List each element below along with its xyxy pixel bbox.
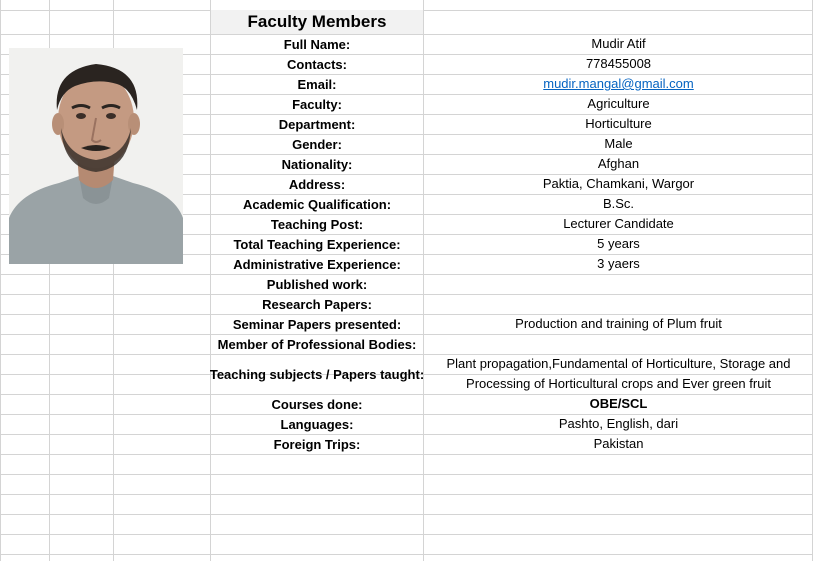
field-label[interactable]: Research Papers: (262, 296, 372, 312)
field-label[interactable]: Contacts: (287, 56, 347, 72)
field-value[interactable]: 5 years (597, 236, 640, 251)
field-value[interactable]: Production and training of Plum fruit (515, 316, 722, 331)
field-value[interactable]: Plant propagation,Fundamental of Horticulture, Storage and Processing of Horticultural crops and Ever green fruit (446, 356, 791, 391)
sheet-title: Faculty Members (247, 12, 387, 31)
field-label[interactable]: Languages: (280, 416, 354, 432)
table-row (211, 314, 813, 334)
field-value[interactable]: Horticulture (585, 116, 652, 131)
table-row (211, 434, 813, 454)
field-label[interactable]: Administrative Experience: (233, 256, 401, 272)
field-value[interactable]: Afghan (597, 156, 640, 171)
field-label[interactable]: Teaching Post: (270, 216, 364, 232)
table-row (211, 134, 813, 154)
table-row (211, 354, 813, 394)
field-value[interactable]: B.Sc. (602, 196, 635, 211)
sheet-title-cell[interactable] (211, 10, 423, 35)
gridline-horizontal (0, 474, 813, 475)
field-value[interactable] (424, 74, 813, 94)
table-row (211, 394, 813, 414)
field-value[interactable]: 778455008 (585, 56, 652, 71)
gridline-horizontal (0, 454, 813, 455)
table-row (211, 54, 813, 74)
field-label[interactable]: Gender: (292, 136, 342, 152)
gridline-horizontal (0, 554, 813, 555)
field-label[interactable]: Total Teaching Experience: (233, 236, 401, 252)
portrait-image (9, 48, 183, 264)
field-value[interactable]: Pakistan (593, 436, 644, 451)
field-value[interactable]: Lecturer Candidate (563, 216, 674, 231)
field-label[interactable]: Email: (297, 76, 337, 92)
table-row (211, 414, 813, 434)
table-row (211, 94, 813, 114)
field-label[interactable]: Nationality: (281, 156, 353, 172)
table-row (211, 74, 813, 94)
person-portrait-icon[interactable] (9, 48, 183, 264)
field-label[interactable]: Address: (288, 176, 346, 192)
table-row (211, 334, 813, 354)
field-value[interactable] (424, 334, 813, 354)
table-row (211, 154, 813, 174)
field-label[interactable]: Member of Professional Bodies: (217, 336, 417, 352)
field-value[interactable]: OBE/SCL (589, 396, 648, 411)
field-label[interactable]: Department: (278, 116, 356, 132)
field-value[interactable]: Paktia, Chamkani, Wargor (542, 176, 695, 191)
table-row (211, 214, 813, 234)
field-value[interactable] (424, 274, 813, 294)
field-value[interactable]: Agriculture (587, 96, 650, 111)
table-row (211, 294, 813, 314)
field-label[interactable]: Seminar Papers presented: (232, 316, 402, 332)
field-label[interactable]: Academic Qualification: (242, 196, 392, 212)
gridline-horizontal (0, 514, 813, 515)
gridline-horizontal (0, 494, 813, 495)
field-value[interactable]: Pashto, English, dari (558, 416, 679, 431)
field-label[interactable]: Teaching subjects / Papers taught: (209, 366, 425, 382)
field-label[interactable]: Full Name: (283, 36, 351, 52)
field-label[interactable]: Faculty: (292, 96, 342, 112)
email-link[interactable]: mudir.mangal@gmail.com (543, 76, 694, 91)
field-label[interactable]: Courses done: (271, 396, 363, 412)
field-value[interactable]: Mudir Atif (591, 36, 646, 51)
field-label[interactable]: Foreign Trips: (273, 436, 361, 452)
table-row (211, 234, 813, 254)
table-row (211, 34, 813, 54)
table-row (211, 114, 813, 134)
table-row (211, 174, 813, 194)
table-row (211, 194, 813, 214)
field-value[interactable] (424, 294, 813, 314)
field-value[interactable]: 3 yaers (597, 256, 640, 271)
gridline-vertical (0, 0, 1, 561)
table-row (211, 274, 813, 294)
field-value[interactable]: Male (604, 136, 633, 151)
gridline-horizontal (0, 534, 813, 535)
table-row (211, 254, 813, 274)
field-label[interactable]: Published work: (266, 276, 368, 292)
